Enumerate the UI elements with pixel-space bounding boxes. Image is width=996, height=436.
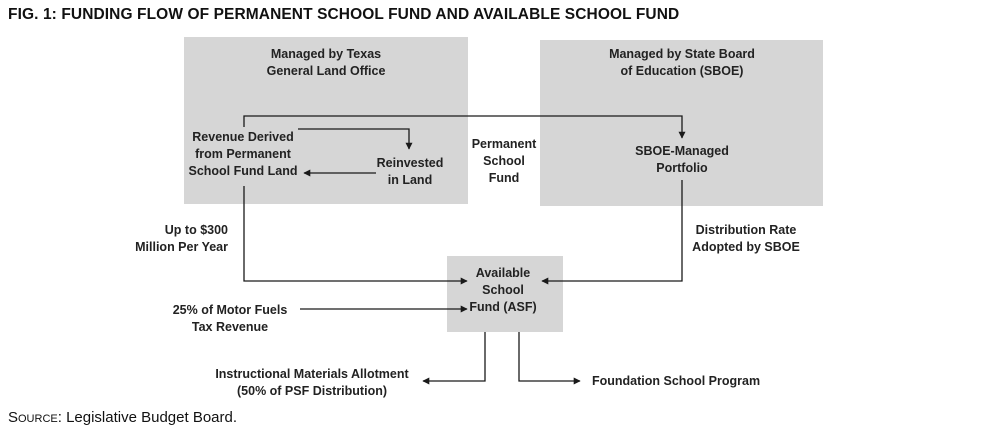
sboe-heading: Managed by State Board of Education (SBOE) [609,47,755,78]
source-note [8,409,237,426]
reinvested-node: Reinvested in Land [376,156,444,187]
arrow-asf-to-imf [423,332,485,381]
arrow-asf-to-fsp [519,332,580,381]
portfolio-node: SBOE-Managed Portfolio [635,144,729,175]
source-label: Source: [8,409,62,426]
motor-fuels-label: 25% of Motor Fuels Tax Revenue [172,303,288,334]
imf-node: Instructional Materials Allotment (50% of PSF Distribution) [215,367,409,398]
revenue-node: Revenue Derived from Permanent School Fund Land [188,130,298,178]
fsp-node: Foundation School Program [592,374,761,388]
source-text: Legislative Budget Board. [61,409,238,426]
distribution-label: Distribution Rate Adopted by SBOE [692,223,800,254]
asf-node: Available School Fund (ASF) [469,266,537,314]
up-to-label: Up to $300 Million Per Year [135,223,228,254]
figure-title: FIG. 1: FUNDING FLOW OF PERMANENT SCHOOL FUND AND AVAILABLE SCHOOL FUND [8,6,680,23]
glo-heading: Managed by Texas General Land Office [266,47,386,78]
psf-node: Permanent School Fund [471,137,537,185]
